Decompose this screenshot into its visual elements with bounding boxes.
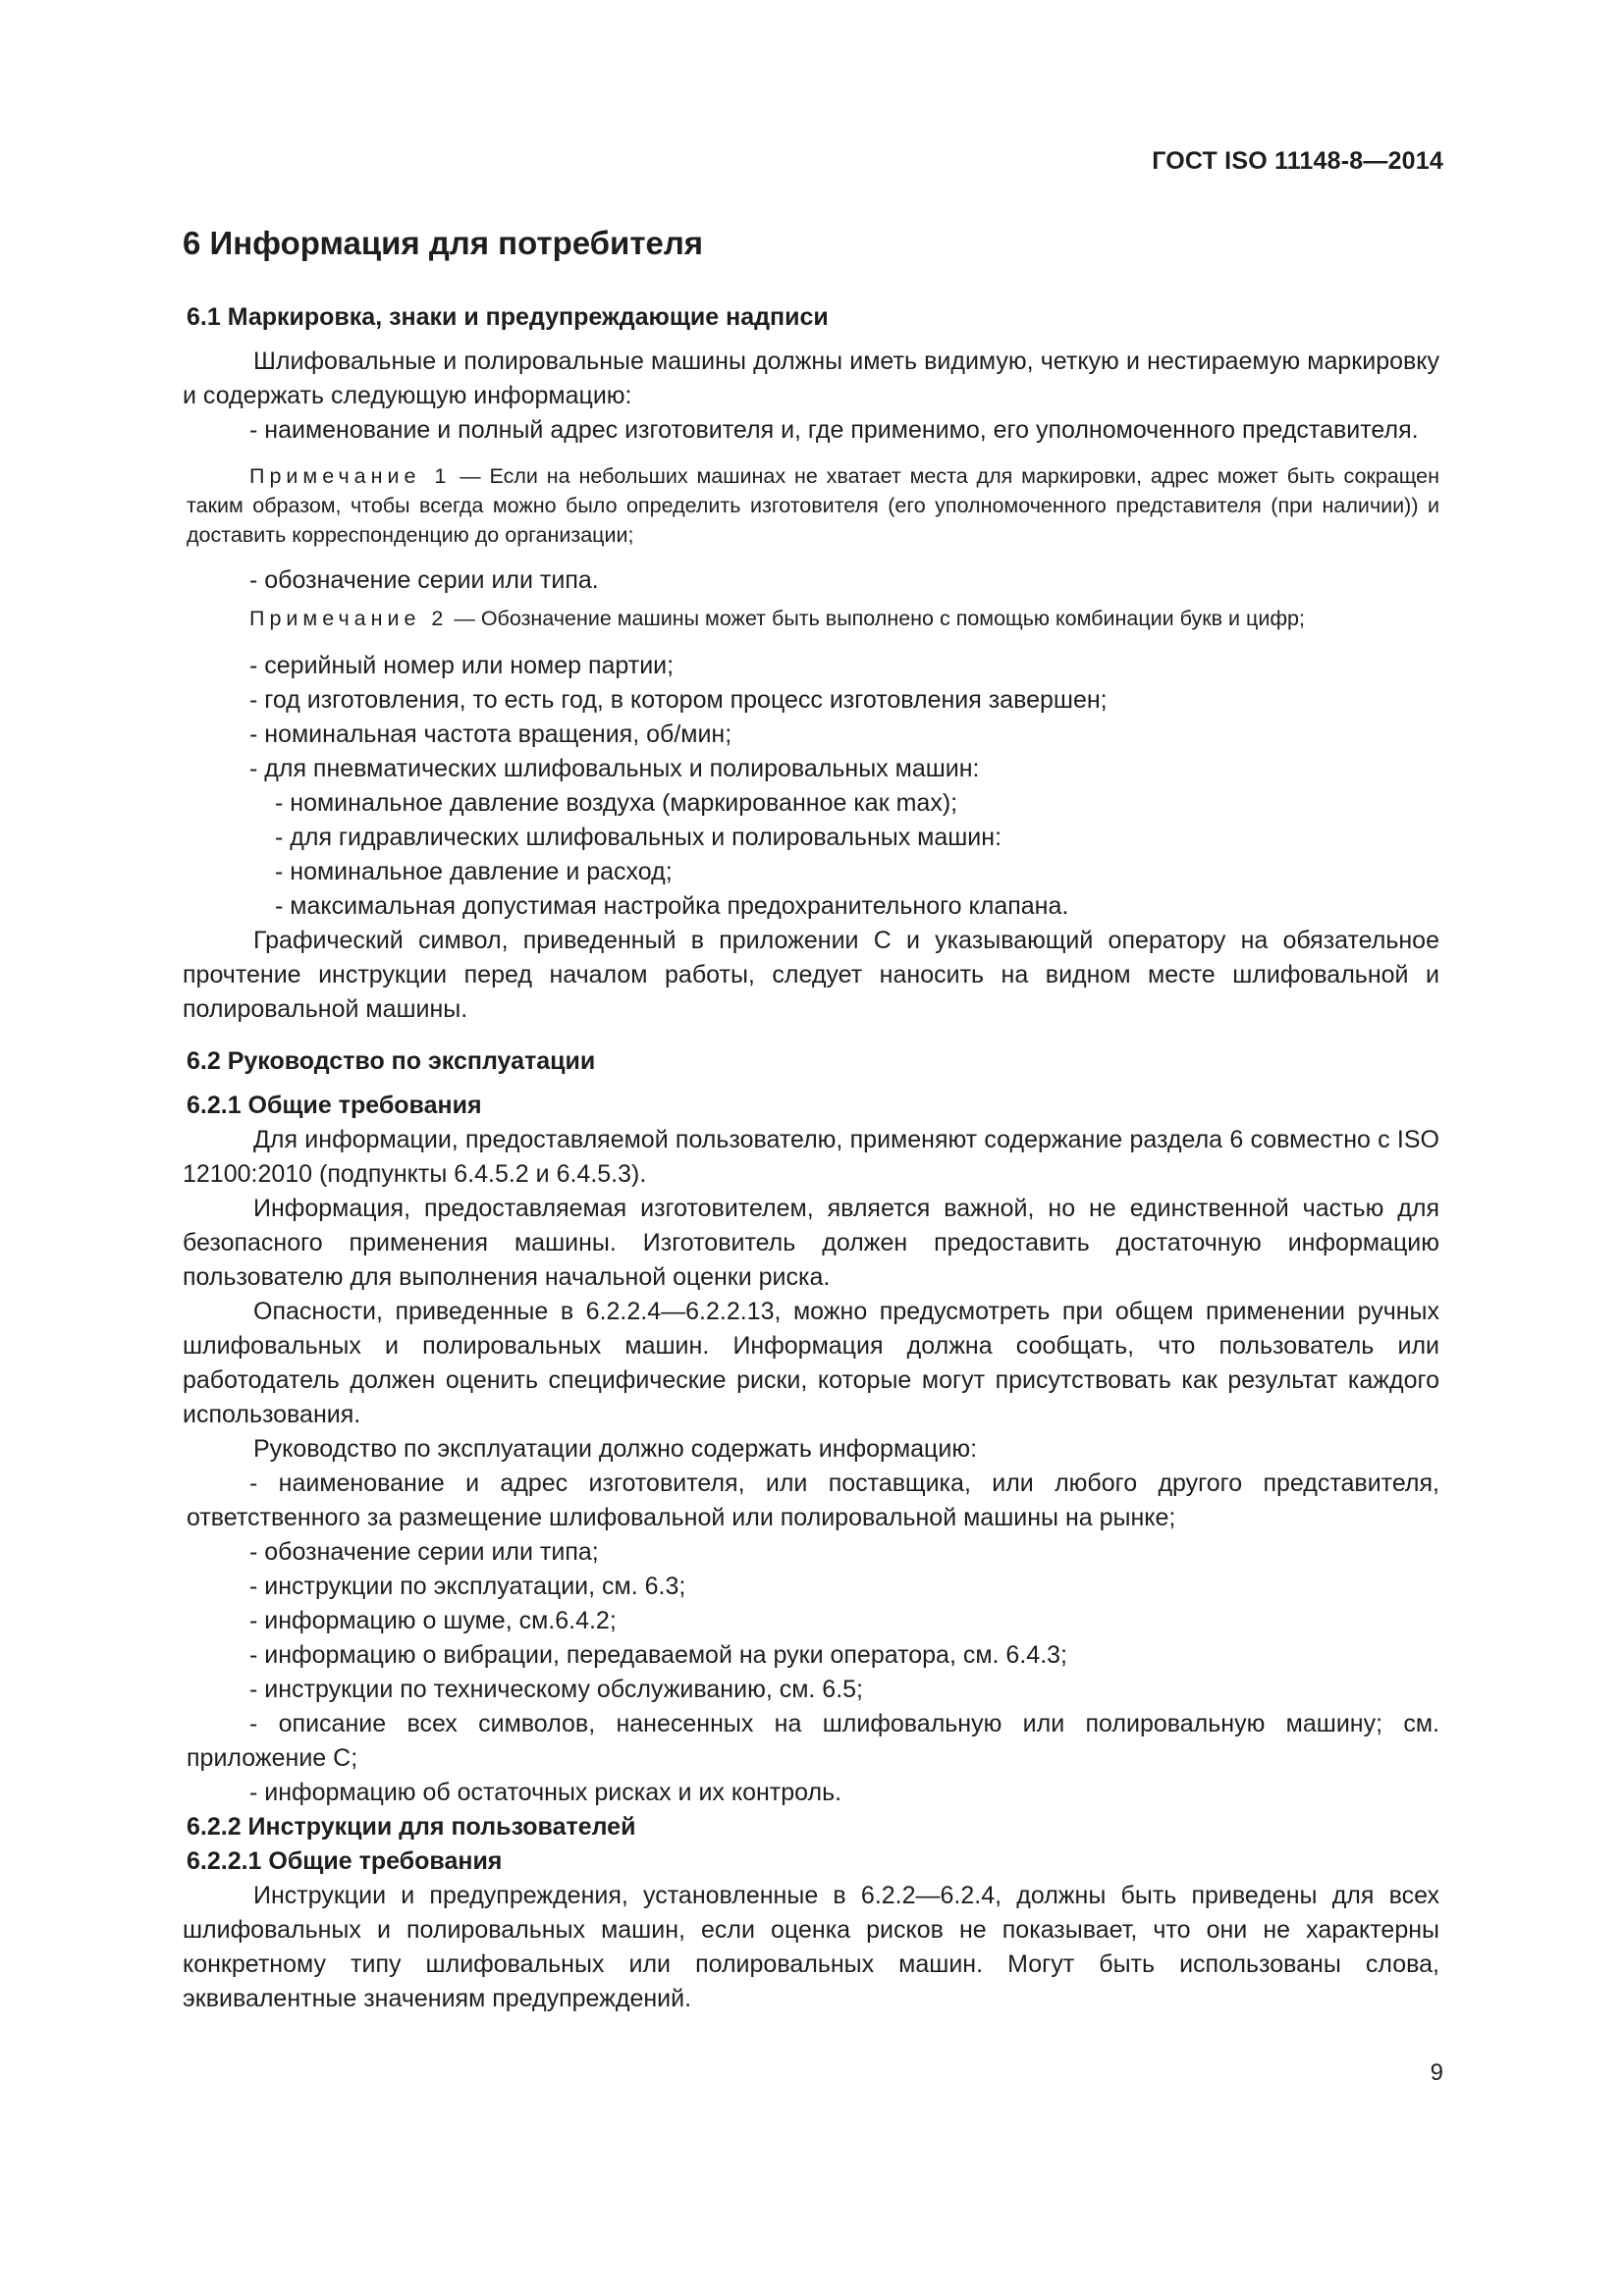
list-item: - для пневматических шлифовальных и полировальных машин: <box>249 755 980 782</box>
note-2 <box>183 604 1439 633</box>
page-number: 9 <box>1430 2059 1443 2086</box>
paragraph-6-2-1-p3: Опасности, приведенные в 6.2.2.4—6.2.2.13, можно предусмотреть при общем применении ручных шлифовальных и полировальных машин. Информация должна сообщать, что пользователь или работодатель должен оценить специфические риски, которые могут присутствовать как результат каждого использования. <box>183 1298 1439 1428</box>
page-content <box>183 222 1439 2016</box>
note-1-label: Примечание 1 <box>249 464 452 488</box>
list-item: - информацию о вибрации, передаваемой на руки оператора, см. 6.4.3; <box>249 1641 1067 1669</box>
note-1-text: — Если на небольших машинах не хватает места для маркировки, адрес может быть сокращен таким образом, чтобы всегда можно было определить изготовителя (его уполномоченного представителя (при наличии)) и доставить корреспонденцию до организации; <box>187 464 1439 547</box>
sub-list-item: - максимальная допустимая настройка предохранительного клапана. <box>275 892 1069 920</box>
sub-list-item: - номинальное давление воздуха (маркированное как max); <box>275 789 958 817</box>
paragraph-6-2-1-p2: Информация, предоставляемая изготовителем, является важной, но не единственной частью для безопасного применения машины. Изготовитель должен предоставить достаточную информацию пользователю для выполнения начальной оценки риска. <box>183 1195 1439 1291</box>
list-item: - инструкции по техническому обслуживанию, см. 6.5; <box>249 1676 863 1703</box>
list-item-series: - обозначение серии или типа. <box>249 566 599 594</box>
list-item: - обозначение серии или типа; <box>249 1538 599 1566</box>
list-item: - инструкции по эксплуатации, см. 6.3; <box>249 1573 686 1600</box>
list-item: - серийный номер или номер партии; <box>249 652 675 679</box>
list-item: - описание всех символов, нанесенных на шлифовальную или полировальную машину; см. приложение С; <box>187 1710 1439 1772</box>
document-code: ГОСТ ISO 11148-8—2014 <box>1152 147 1443 175</box>
note-2-label: Примечание 2 <box>249 607 449 630</box>
paragraph-marking-intro: Шлифовальные и полировальные машины должны иметь видимую, четкую и нестираемую маркировку и содержать следующую информацию: <box>183 347 1439 409</box>
paragraph-6-2-1-p4: Руководство по эксплуатации должно содержать информацию: <box>253 1435 978 1463</box>
list-item: - год изготовления, то есть год, в котором процесс изготовления завершен; <box>249 686 1108 714</box>
sub-list-item: - для гидравлических шлифовальных и полировальных машин: <box>275 824 1002 851</box>
paragraph-6-2-2-1-p1: Инструкции и предупреждения, установленные в 6.2.2—6.2.4, должны быть приведены для всех шлифовальных и полировальных машин, если оценка рисков не показывает, что они не характерны конкретному типу шлифовальных или полировальных машин. Могут быть использованы слова, эквивалентные значениям предупреждений. <box>183 1882 1439 2012</box>
section-6-2-title: 6.2 Руководство по эксплуатации <box>187 1047 596 1075</box>
paragraph-graphic-symbol: Графический символ, приведенный в приложении С и указывающий оператору на обязательное прочтение инструкции перед началом работы, следует наносить на видном месте шлифовальной и полировальной машины. <box>183 927 1439 1023</box>
section-6-2-1-title: 6.2.1 Общие требования <box>187 1092 482 1119</box>
section-6-2-2-1-title: 6.2.2.1 Общие требования <box>187 1847 503 1875</box>
list-item: - информацию о шуме, см.6.4.2; <box>249 1607 617 1634</box>
list-item: - номинальная частота вращения, об/мин; <box>249 721 732 748</box>
list-item-address: - наименование и полный адрес изготовителя и, где применимо, его уполномоченного представителя. <box>249 416 1419 444</box>
list-item: - наименование и адрес изготовителя, или поставщика, или любого другого представителя, ответственного за размещение шлифовальной или полировальной машины на рынке; <box>187 1469 1439 1531</box>
sub-list-item: - номинальное давление и расход; <box>275 858 673 885</box>
list-item: - информацию об остаточных рисках и их контроль. <box>249 1779 842 1806</box>
section-6-2-2-title: 6.2.2 Инструкции для пользователей <box>187 1813 636 1841</box>
note-1 <box>183 461 1439 550</box>
note-2-text: — Обозначение машины может быть выполнено с помощью комбинации букв и цифр; <box>448 607 1305 630</box>
paragraph-6-2-1-p1: Для информации, предоставляемой пользователю, применяют содержание раздела 6 совместно с ISO 12100:2010 (подпункты 6.4.5.2 и 6.4.5.3). <box>183 1126 1439 1188</box>
section-6-title: 6 Информация для потребителя <box>183 225 704 261</box>
section-6-1-title: 6.1 Маркировка, знаки и предупреждающие надписи <box>187 303 829 331</box>
